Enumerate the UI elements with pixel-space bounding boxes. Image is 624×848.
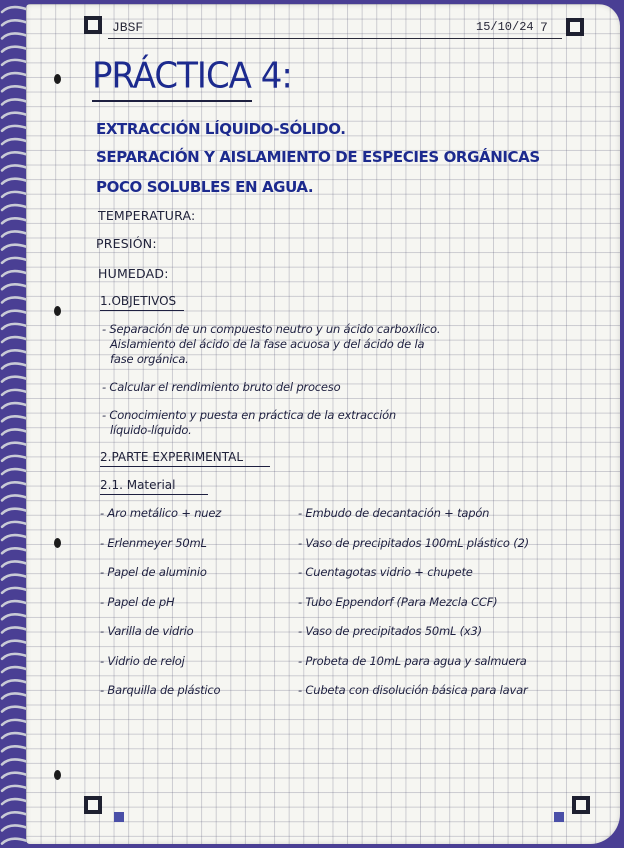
spiral-coil [2, 522, 26, 527]
material-left-item: - Papel de pH [100, 594, 175, 609]
spiral-coil [2, 627, 26, 632]
material-right-item: - Cubeta con disolución básica para lavar [298, 683, 528, 697]
spiral-coil [2, 429, 26, 434]
spiral-coil [2, 33, 26, 38]
spiral-coil [2, 7, 26, 12]
experimental-underline [100, 466, 270, 467]
spiral-coil [2, 614, 26, 619]
spiral-coil [2, 641, 26, 646]
spiral-coil [2, 86, 26, 91]
material-left-item: - Varilla de vidrio [100, 624, 194, 638]
subtitle-line-3: POCO SOLUBLES EN AGUA. [96, 178, 314, 196]
objective-1-line-3: fase orgánica. [110, 352, 189, 366]
spiral-coil [2, 786, 26, 791]
grid-paper-sheet [26, 4, 620, 844]
spiral-coil [2, 509, 26, 514]
objective-1-line-2: Aislamiento del ácido de la fase acuosa y del ácido de la [110, 337, 425, 351]
spiral-coil [2, 825, 26, 830]
material-left-item: - Barquilla de plástico [100, 683, 221, 697]
spiral-coil [2, 403, 26, 408]
temperature-label: TEMPERATURA: [98, 208, 196, 223]
spiral-coil [2, 720, 26, 725]
spiral-coil [2, 390, 26, 395]
corner-square-bottom-left [114, 812, 124, 822]
spiral-coil [2, 192, 26, 197]
spiral-coil [2, 20, 26, 25]
subtitle-line-2: SEPARACIÓN Y AISLAMIENTO DE ESPECIES ORGÁNICAS [96, 148, 540, 166]
spiral-coil [2, 60, 26, 65]
material-right-item: - Embudo de decantación + tapón [298, 506, 490, 520]
spiral-coil [2, 535, 26, 540]
spiral-coil [2, 73, 26, 78]
punch-hole [54, 306, 61, 316]
spiral-coil [2, 456, 26, 461]
spiral-coil [2, 799, 26, 804]
spiral-coil [2, 693, 26, 698]
material-left-item: - Vidrio de reloj [100, 653, 185, 668]
material-left-item: - Erlenmeyer 50mL [100, 535, 207, 550]
objective-3-line-1: - Conocimiento y puesta en práctica de la extracción [102, 408, 397, 422]
spiral-coil [2, 205, 26, 210]
spiral-coil [2, 324, 26, 329]
humidity-label: HUMEDAD: [98, 266, 169, 281]
spiral-coil [2, 99, 26, 104]
spiral-coil [2, 416, 26, 421]
spiral-coil [2, 337, 26, 342]
spiral-coil [2, 258, 26, 263]
spiral-coil [2, 495, 26, 500]
punch-hole [54, 770, 61, 780]
spiral-coil [2, 680, 26, 685]
spiral-coil [2, 231, 26, 236]
corner-marker-top-right [566, 18, 584, 36]
corner-marker-bottom-left [84, 796, 102, 814]
page-title: PRÁCTICA 4: [92, 55, 292, 97]
spiral-coil [2, 575, 26, 580]
header-rule [108, 38, 562, 39]
material-left-item: - Papel de aluminio [100, 565, 207, 579]
objective-1-line-1: - Separación de un compuesto neutro y un ácido carboxílico. [102, 322, 441, 336]
material-right-item: - Vaso de precipitados 100mL plástico (2) [298, 535, 529, 550]
spiral-coil [2, 152, 26, 157]
spiral-coil [2, 126, 26, 131]
spiral-coil [2, 759, 26, 764]
section-objectives-heading: 1.OBJETIVOS [100, 294, 177, 308]
spiral-coil [2, 377, 26, 382]
spiral-coil [2, 350, 26, 355]
spiral-coil [2, 601, 26, 606]
spiral-coil [2, 284, 26, 289]
spiral-coil [2, 47, 26, 52]
spiral-coil [2, 297, 26, 302]
spiral-coil [2, 746, 26, 751]
spiral-coil [2, 548, 26, 553]
spiral-coil [2, 113, 26, 118]
header-initials: JBSF [112, 20, 144, 35]
spiral-coil [2, 773, 26, 778]
spiral-coil [2, 733, 26, 738]
material-underline [100, 494, 208, 495]
corner-marker-bottom-right [572, 796, 590, 814]
spiral-coil [2, 245, 26, 250]
spiral-coil [2, 469, 26, 474]
spiral-coil [2, 561, 26, 566]
material-right-item: - Cuentagotas vidrio + chupete [298, 565, 473, 579]
material-right-item: - Tubo Eppendorf (Para Mezcla CCF) [298, 594, 498, 609]
punch-hole [54, 538, 61, 548]
subtitle-line-1: EXTRACCIÓN LÍQUIDO-SÓLIDO. [96, 120, 346, 138]
objective-3-line-2: líquido-líquido. [110, 423, 192, 437]
objectives-underline [100, 310, 184, 311]
header-page-number: 7 [540, 20, 548, 35]
spiral-coil [2, 812, 26, 817]
spiral-coil [2, 271, 26, 276]
spiral-coil [2, 363, 26, 368]
spiral-coil [2, 707, 26, 712]
pressure-label: PRESIÓN: [96, 236, 157, 251]
spiral-coil [2, 139, 26, 144]
corner-marker-top-left [84, 16, 102, 34]
spiral-coil [2, 443, 26, 448]
spiral-coil [2, 179, 26, 184]
spiral-coil [2, 311, 26, 316]
spiral-coil [2, 839, 26, 844]
objective-2-line-1: - Calcular el rendimiento bruto del proceso [102, 380, 341, 394]
punch-hole [54, 74, 61, 84]
corner-square-bottom-right [554, 812, 564, 822]
section-experimental-heading: 2.PARTE EXPERIMENTAL [100, 450, 244, 464]
material-left-item: - Aro metálico + nuez [100, 506, 222, 520]
material-right-item: - Vaso de precipitados 50mL (x3) [298, 624, 482, 638]
spiral-coil [2, 654, 26, 659]
material-subheading: 2.1. Material [100, 478, 176, 492]
spiral-coil [2, 588, 26, 593]
spiral-coil [2, 165, 26, 170]
header-date: 15/10/24 [476, 20, 534, 34]
spiral-coil [2, 667, 26, 672]
title-underline [92, 100, 252, 102]
material-right-item: - Probeta de 10mL para agua y salmuera [298, 653, 527, 668]
spiral-coil [2, 218, 26, 223]
spiral-coil [2, 482, 26, 487]
